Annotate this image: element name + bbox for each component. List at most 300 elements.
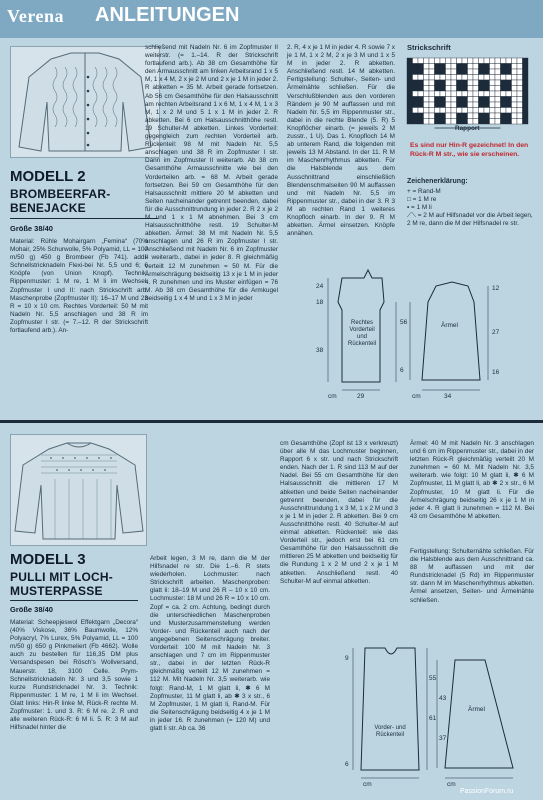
dim-unit-body3: cm	[363, 781, 372, 788]
chart-cell	[451, 113, 457, 119]
chart-cell	[435, 102, 441, 108]
chart-cell	[517, 75, 523, 81]
chart-cell	[490, 119, 496, 125]
chart-cell	[435, 86, 441, 92]
chart-cell	[512, 75, 518, 81]
chart-cell	[473, 86, 479, 92]
chart-cell	[484, 58, 490, 64]
chart-cell	[457, 75, 463, 81]
chart-cell	[517, 119, 523, 125]
chart-cell	[424, 69, 430, 75]
chart-cell	[523, 64, 529, 70]
edge-stitch-symbol: +	[407, 188, 413, 195]
chart-cell	[407, 69, 413, 75]
chart-cell	[468, 58, 474, 64]
chart-cell	[407, 91, 413, 97]
chart-cell	[451, 58, 457, 64]
chart-cell	[462, 119, 468, 125]
chart-cell	[512, 119, 518, 125]
chart-cell	[435, 113, 441, 119]
chart-cell	[495, 113, 501, 119]
chart-cell	[495, 119, 501, 125]
chart-cell	[506, 64, 512, 70]
model3-title: MODELL 3	[10, 551, 86, 568]
chart-cell	[523, 80, 529, 86]
chart-cell	[495, 97, 501, 103]
chart-cell	[457, 69, 463, 75]
chart-cell	[413, 91, 419, 97]
chart-cell	[512, 102, 518, 108]
chart-cell	[446, 86, 452, 92]
chart-cell	[407, 119, 413, 125]
chart-cell	[484, 69, 490, 75]
chart-cell	[413, 86, 419, 92]
chart-cell	[440, 113, 446, 119]
chart-cell	[413, 69, 419, 75]
model2-subtitle-1: BROMBEERFAR-	[10, 187, 111, 201]
model2-text-col2	[145, 44, 278, 303]
legend-item-4: ⟋⟍ = 2 M auf Hilfsnadel vor die Arbeit legen, 2 M re, dann die M der Hilfsnadel re str.	[407, 212, 533, 227]
chart-cell	[451, 102, 457, 108]
chart-cell	[512, 108, 518, 114]
chart-cell	[413, 80, 419, 86]
chart-cell	[457, 108, 463, 114]
chart-cell	[457, 102, 463, 108]
model3-text-col4b	[410, 548, 534, 605]
chart-cell	[479, 102, 485, 108]
chart-cell	[523, 102, 529, 108]
chart-cell	[495, 75, 501, 81]
chart-cell	[468, 113, 474, 119]
model3-col4b-text: Fertigstellung: Schulternähte schließen. Für die Halsblende aus dem Ausschnittrand ca. 88 M auffassen und mit der Rundstricknadel (5 Rd) im Rippenmuster str. dann M im Maschenrhythmus abketten. Ärmel ansetzen, Seiten- und Ärmelnähte schließen.	[410, 548, 534, 604]
dim-unit-body: cm	[328, 393, 337, 400]
chart-cell	[424, 80, 430, 86]
chart-cell	[440, 97, 446, 103]
chart-cell	[440, 86, 446, 92]
chart-cell	[490, 69, 496, 75]
chart-cell	[523, 86, 529, 92]
chart-cell	[517, 86, 523, 92]
chart-cell	[490, 64, 496, 70]
chart-cell	[435, 64, 441, 70]
dim-27: 27	[492, 329, 500, 336]
chart-cell	[490, 113, 496, 119]
jacket-illustration	[11, 47, 159, 157]
model3-sketch	[10, 434, 147, 546]
chart-cell	[440, 119, 446, 125]
chart-cell	[517, 91, 523, 97]
chart-cell	[506, 119, 512, 125]
chart-cell	[484, 80, 490, 86]
chart-cell	[407, 102, 413, 108]
chart-cell	[490, 91, 496, 97]
chart-cell	[462, 86, 468, 92]
chart-cell	[523, 58, 529, 64]
chart-cell	[501, 91, 507, 97]
chart-cell	[479, 91, 485, 97]
chart-cell	[429, 86, 435, 92]
chart-cell	[440, 58, 446, 64]
chart-cell	[473, 80, 479, 86]
dim-unit-sleeve3: cm	[447, 781, 456, 788]
chart-cell	[451, 64, 457, 70]
chart-cell	[512, 64, 518, 70]
chart-cell	[506, 113, 512, 119]
model2-col2-text: schließend mit Nadeln Nr. 6 im Zopfmuster II weiterstr. (= 1.–14. R der Strickschrift fortlaufend arb.). Ab 38 cm Gesamthöhe für den Armausschnitt am linken Arbeitsrand 1 x 5 M, 1 x 4 M, 2 x je 2 M und 2 x je 1 M in jeder 2. R abketten = 35 M. Arbeit gerade fortsetzen. Ab 56 cm Gesamthöhe für den Halsausschnitt am rechten Arbeitsrand 1 x 6 M, 1 x 4 M, 1 x 3 M, 1 x 2 M und 5 1 x 1 M in jeder 2. R abketten. Bei 6 cm Halsausschnitthöhe restl. 19 Schulter-M abketten. Linkes Vorderteil: gegengleich zum rechten Vorderteil arb. Rückenteil: 98 M mit Nadeln Nr. 5,5 anschlagen und 38 R im Zopfmuster I str. Dann im Zopfmuster II weiterarb. Ab 38 cm Gesamthöhe Armausschnitte wie bei den Vorderteilen arb. = 68 M. Arbeit gerade fortsetzen. Bei 59 cm Gesamthöhe für den Halsausschnitt mittlere 20 M abketten und Seiten nacheinander getrennt beenden, dabei für die Ausschnittrundung in jeder 2. R 2 x je 2 M und 1 x 1 M abnehmen. Bei 3 cm Halsausschnitthöhe restl. 19 Schulter-M abketten. Ärmel: 38 M mit Nadeln Nr. 5,5 anschlagen und 26 R im Zopfmuster I str. Anschließend mit Nadeln Nr. 6 im Zopfmuster II weiterarb., dabei in jeder 8. R gleichmäßig verteilt 12 M zunehmen = 50 M. Für die Ärmelschrägung beidseitig 13 x je 1 M in jeder 4. R zunehmen und ins Muster einfügen = 76 M. Ab 38 cm Gesamthöhe für die Armkugel beidseitig 1 x 4 M und 1 x 3 M in jeder	[145, 44, 278, 302]
chart-cell	[490, 97, 496, 103]
model2-col1-text: Material: Rühle Mohairgarn „Femina“ (70% Mohair, 25% Schurwolle, 5% Polyamid, LL = 100 m/50 g) 450 g Brombeer (Fb 741). addi-Schnellstricknadeln Flexi-bei Nr. 5,5 und 6; 6 Knöpfe (von Union Knopf). Technik: Rippenmuster: 1 M re, 1 M li im Wechsel. Zopfmuster I und II: nach Strickschrift arb. Maschenprobe (Zopfmuster II): 16–17 M und 23 R = 10 x 10 cm. Rechtes Vorderteil: 50 M mit Nadeln Nr. 5,5 anschlagen und 38 R im Zopfmuster I str. (= 7.–12. R der Strickschrift fortlaufend arb.). An-	[10, 238, 148, 335]
chart-cell	[424, 91, 430, 97]
chart-cell	[429, 113, 435, 119]
dim-61: 61	[429, 715, 437, 722]
model3-text-col2	[150, 555, 270, 733]
chart-cell	[501, 97, 507, 103]
chart-cell	[490, 58, 496, 64]
chart-cell	[523, 75, 529, 81]
model3-col2-text: Arbeit legen, 3 M re, dann die M der Hilfsnadel re str. Die 1.–6. R stets wiederholen. Lochmuster: nach Strickschrift arbeiten. Maschenproben: glatt li: 18–19 M und 26 R – 10 x 10 cm. Lochmuster: 18 M und 26 R = 10 x 10 cm. Zopf = ca. 2 cm. Achtung, bedingt durch die unterschiedlichen Maschenproben und Musterzusammenstellung werden Vorder- und Rückenteil auch nach der angegebenen Seitenschrägung breiter. Vorderteil: 100 M mit Nadeln Nr. 3 anschlagen und 7 cm im Rippenmuster str., dabei in der letzten Rück-R gleichmäßig verteilt 12 M zunehmen = 112 M. Mit Nadeln Nr. 3,5 weiterarb. wie folgt: Rand-M, 1 M glatt li, ✱ 6 M Zopfmuster, 11 M glatt li, ab ✱ 3 x str., 6 M Zopfmuster, 1 M glatt li, Rand-M. Für die Seitenschrägung beidseitig 4 x je 1 M in jeder 16. R zunehmen (= 120 M) und glatt li str. Ab ca. 36	[150, 555, 270, 732]
chart-cell	[451, 69, 457, 75]
chart-cell	[517, 102, 523, 108]
chart-cell	[484, 75, 490, 81]
dim-16: 16	[492, 369, 500, 376]
chart-cell	[506, 80, 512, 86]
chart-cell	[462, 102, 468, 108]
dim-24: 24	[316, 283, 324, 290]
header-bar	[0, 0, 543, 38]
dim-43: 43	[439, 695, 447, 702]
dim-18: 18	[316, 299, 324, 306]
chart-cell	[462, 69, 468, 75]
chart-cell	[424, 97, 430, 103]
chart-cell	[495, 108, 501, 114]
chart-cell	[418, 58, 424, 64]
chart-cell	[407, 108, 413, 114]
chart-cell	[429, 75, 435, 81]
model2-col3-text: 2. R, 4 x je 1 M in jeder 4. R sowie 7 x je 1 M, 1 x 2 M, 2 x je 3 M und 1 x 5 M in jeder 2. R abketten. Anschließend restl. 14 M abketten. Fertigstellung: Schulter-, Seiten- und Ärmelnähte schließen. Für die Verschlußblenden aus den vorderen Rändern je 90 M auffassen und mit Nadeln Nr. 5,5 im Rippenmuster str., dabei in die rechte Blende (5. R) 5 Knopflöcher einarb. (= jeweils 2 M zusstr., 1 U). Das 1. Knopfloch 14 M ab unterem Rand, die folgenden mit jeweils 13 M Abstand. In der 11. R M im Maschenrhythmus abketten. Für die Halsblende aus dem Ausschnittrand einschließlich Blendenschmalseiten 90 M auffassen und mit Nadeln Nr. 5,5 im Rippenmuster str., dabei in der 3. R 3 M ab rechten Rand 1 weiteres Knopfloch einarb. In der 9. R M abketten. Ärmel einsetzen. Knöpfe annähen.	[287, 44, 395, 238]
chart-cell	[468, 102, 474, 108]
chart-cell	[473, 75, 479, 81]
chart-cell	[407, 64, 413, 70]
chart-cell	[506, 108, 512, 114]
chart-cell	[468, 64, 474, 70]
chart-cell	[440, 102, 446, 108]
chart-cell	[418, 69, 424, 75]
chart-cell	[473, 97, 479, 103]
chart-cell	[435, 58, 441, 64]
chart-cell	[451, 75, 457, 81]
chart-cell	[506, 91, 512, 97]
chart-cell	[446, 97, 452, 103]
chart-cell	[440, 75, 446, 81]
chart-cell	[418, 86, 424, 92]
chart-cell	[484, 97, 490, 103]
model3-text-col1	[10, 619, 138, 732]
chart-cell	[523, 97, 529, 103]
chart-cell	[418, 119, 424, 125]
chart-cell	[517, 80, 523, 86]
chart-cell	[479, 119, 485, 125]
chart-cell	[429, 102, 435, 108]
chart-cell	[446, 64, 452, 70]
chart-cell	[429, 58, 435, 64]
strickschrift-title: Strickschrift	[407, 43, 451, 52]
chart-cell	[429, 69, 435, 75]
chart-cell	[506, 75, 512, 81]
chart-cell	[457, 91, 463, 97]
chart-cell	[479, 86, 485, 92]
chart-cell	[517, 58, 523, 64]
chart-cell	[490, 102, 496, 108]
dim-55: 55	[429, 675, 437, 682]
chart-cell	[479, 97, 485, 103]
chart-cell	[407, 75, 413, 81]
chart-cell	[429, 91, 435, 97]
chart-cell	[457, 119, 463, 125]
chart-cell	[457, 97, 463, 103]
chart-cell	[446, 80, 452, 86]
chart-cell	[512, 80, 518, 86]
chart-cell	[413, 97, 419, 103]
chart-cell	[418, 91, 424, 97]
chart-cell	[512, 97, 518, 103]
chart-cell	[512, 58, 518, 64]
model2-subtitle-2: BENEJACKE	[10, 201, 86, 215]
brand-logo: Verena	[7, 6, 64, 26]
dim-unit-sleeve: cm	[412, 393, 421, 400]
chart-cell	[451, 80, 457, 86]
chart-cell	[506, 58, 512, 64]
dim-56: 56	[400, 319, 408, 326]
model3-schematic	[345, 640, 535, 790]
chart-cell	[473, 108, 479, 114]
chart-cell	[424, 58, 430, 64]
chart-cell	[440, 108, 446, 114]
chart-cell	[490, 108, 496, 114]
chart-cell	[517, 113, 523, 119]
dim-34: 34	[444, 393, 452, 400]
chart-cell	[484, 113, 490, 119]
chart-cell	[484, 64, 490, 70]
model2-text-col3	[287, 44, 395, 238]
chart-cell	[462, 108, 468, 114]
chart-cell	[517, 64, 523, 70]
model3-subtitle-1: PULLI MIT LOCH-	[10, 570, 113, 584]
chart-cell	[407, 97, 413, 103]
model2-size: Größe 38/40	[10, 224, 53, 233]
dim-9: 9	[345, 655, 349, 662]
chart-cell	[418, 80, 424, 86]
chart-cell	[501, 86, 507, 92]
chart-cell	[495, 58, 501, 64]
chart-cell	[523, 69, 529, 75]
cable-symbol: ⟋⟍	[407, 212, 418, 219]
chart-cell	[418, 64, 424, 70]
chart-cell	[468, 80, 474, 86]
chart-cell	[457, 58, 463, 64]
chart-cell	[495, 86, 501, 92]
pullover-illustration	[11, 435, 146, 545]
chart-cell	[501, 58, 507, 64]
chart-cell	[446, 113, 452, 119]
chart-cell	[451, 86, 457, 92]
chart-cell	[506, 69, 512, 75]
chart-cell	[523, 91, 529, 97]
chart-cell	[451, 97, 457, 103]
chart-cell	[446, 58, 452, 64]
chart-cell	[479, 58, 485, 64]
legend-item-2: □ = 1 M re	[407, 196, 437, 203]
chart-cell	[523, 113, 529, 119]
chart-cell	[435, 119, 441, 125]
dim-37: 37	[439, 735, 447, 742]
chart-cell	[479, 69, 485, 75]
chart-cell	[479, 64, 485, 70]
dim-12: 12	[492, 285, 500, 292]
chart-cell	[435, 80, 441, 86]
model3-size: Größe 38/40	[10, 605, 53, 614]
chart-cell	[484, 86, 490, 92]
chart-cell	[473, 69, 479, 75]
chart-cell	[490, 80, 496, 86]
chart-cell	[501, 108, 507, 114]
page-title: ANLEITUNGEN	[95, 4, 240, 26]
chart-cell	[468, 108, 474, 114]
model2-sleeve-label: Ärmel	[441, 322, 458, 329]
legend-item-3: ▪ = 1 M li	[407, 204, 432, 211]
chart-cell	[435, 97, 441, 103]
chart-cell	[512, 113, 518, 119]
chart-cell	[462, 58, 468, 64]
chart-cell	[407, 113, 413, 119]
chart-cell	[429, 119, 435, 125]
chart-cell	[435, 108, 441, 114]
chart-cell	[495, 64, 501, 70]
chart-cell	[501, 64, 507, 70]
dim-38: 38	[316, 347, 324, 354]
dim-29: 29	[357, 393, 365, 400]
chart-cell	[446, 75, 452, 81]
chart-cell	[468, 91, 474, 97]
chart-cell	[484, 102, 490, 108]
chart-cell	[407, 86, 413, 92]
chart-cell	[424, 102, 430, 108]
chart-cell	[506, 102, 512, 108]
chart-cell	[495, 91, 501, 97]
chart-cell	[479, 80, 485, 86]
chart-cell	[523, 108, 529, 114]
purl-stitch-symbol: ▪	[407, 204, 412, 211]
chart-cell	[462, 75, 468, 81]
chart-cell	[407, 80, 413, 86]
section-divider	[0, 420, 543, 423]
chart-cell	[512, 86, 518, 92]
chart-cell	[413, 102, 419, 108]
chart-cell	[446, 69, 452, 75]
chart-cell	[517, 97, 523, 103]
chart-cell	[490, 75, 496, 81]
chart-cell	[468, 86, 474, 92]
chart-cell	[413, 119, 419, 125]
chart-cell	[435, 75, 441, 81]
chart-cell	[413, 75, 419, 81]
chart-cell	[451, 119, 457, 125]
chart-cell	[468, 97, 474, 103]
chart-cell	[413, 58, 419, 64]
dim-6b: 6	[345, 761, 349, 768]
chart-cell	[462, 64, 468, 70]
chart-cell	[418, 108, 424, 114]
chart-cell	[440, 80, 446, 86]
chart-cell	[457, 113, 463, 119]
chart-cell	[435, 69, 441, 75]
chart-cell	[451, 91, 457, 97]
legend-item-1: + = Rand-M	[407, 188, 441, 195]
chart-cell	[462, 113, 468, 119]
chart-cell	[407, 58, 413, 64]
model2-sketch	[10, 46, 160, 158]
chart-cell	[501, 113, 507, 119]
chart-cell	[506, 86, 512, 92]
chart-cell	[418, 75, 424, 81]
chart-cell	[501, 75, 507, 81]
legend-title: Zeichenerklärung:	[407, 178, 468, 185]
chart-cell	[457, 64, 463, 70]
model2-title: MODELL 2	[10, 168, 86, 185]
chart-cell	[506, 97, 512, 103]
chart-cell	[413, 113, 419, 119]
model3-col3-text: cm Gesamthöhe (Zopf ist 13 x verkreuzt) über alle M das Lochmuster beginnen, Rapport 6 x str. und nach Strickschrift enden. Nach der 1. R sind 113 M auf der Nadel. Bei 55 cm Gesamthöhe für den Halsausschnitt die mittleren 17 M abketten und beide Seiten nacheinander getrennt beenden, dabei für die Ausschnittrundung 1 x 3 M, 1 x 2 M und 3 x je 1 M in jeder 2. R abketten. Bei 9 cm Ausschnitthöhe restl. 40 Schulter-M auf einmal abketten. Rückenteil: wie das Vorderteil str., jedoch erst bei 61 cm Gesamthöhe für den Halsausschnitt die mittleren 25 M abketten und beidseitig für die Rundung 1 x 2 M und 2 x je 1 M abketten. Anschließend restl. 40 Schulter-M auf einmal abketten.	[280, 440, 398, 585]
chart-cell	[468, 119, 474, 125]
chart-cell	[517, 108, 523, 114]
chart-cell	[446, 102, 452, 108]
chart-cell	[462, 97, 468, 103]
model3-text-col4	[410, 440, 534, 521]
chart-cell	[451, 108, 457, 114]
chart-cell	[424, 75, 430, 81]
chart-cell	[446, 108, 452, 114]
rapport-label: Rapport	[455, 125, 480, 132]
model3-rule	[10, 600, 138, 601]
chart-cell	[473, 102, 479, 108]
chart-cell	[429, 64, 435, 70]
model3-subtitle-2: MUSTERPASSE	[10, 584, 103, 598]
chart-cell	[473, 113, 479, 119]
chart-cell	[484, 108, 490, 114]
chart-cell	[424, 113, 430, 119]
chart-cell	[473, 119, 479, 125]
chart-cell	[418, 113, 424, 119]
chart-cell	[418, 102, 424, 108]
chart-cell	[473, 58, 479, 64]
chart-cell	[446, 119, 452, 125]
model3-sleeve-label: Ärmel	[468, 706, 485, 713]
model2-rule	[10, 218, 158, 219]
model3-col4-text: Ärmel: 40 M mit Nadeln Nr. 3 anschlagen und 6 cm im Rippenmuster str., dabei in der letzten Rück-R gleichmäßig verteilt 20 M zunehmen = 60 M. Mit Nadeln Nr. 3,5 weiterarb. wie folgt: 10 M glatt li, ✱ 6 M Zopfmuster, 11 M glatt li, ab ✱ 2 x str., 6 M Zopfmuster, 10 M glatt li. Für die Ärmelschrägung beidseitig 26 x je 1 M in jeder 4. R glatt li zunehmen = 112 M. Bei 43 cm Gesamthöhe M abketten.	[410, 440, 534, 520]
knit-stitch-symbol: □	[407, 196, 413, 203]
chart-cell	[517, 69, 523, 75]
chart-cell	[484, 91, 490, 97]
chart-cell	[512, 91, 518, 97]
chart-cell	[418, 97, 424, 103]
chart-cell	[479, 113, 485, 119]
model3-text-col3	[280, 440, 398, 586]
chart-note: Es sind nur Hin-R gezeichnet! In den Rück-R M str., wie sie erscheinen.	[410, 142, 529, 158]
chart-cell	[424, 86, 430, 92]
strickschrift-chart	[405, 56, 535, 131]
chart-cell	[495, 69, 501, 75]
chart-cell	[462, 80, 468, 86]
chart-cell	[429, 97, 435, 103]
